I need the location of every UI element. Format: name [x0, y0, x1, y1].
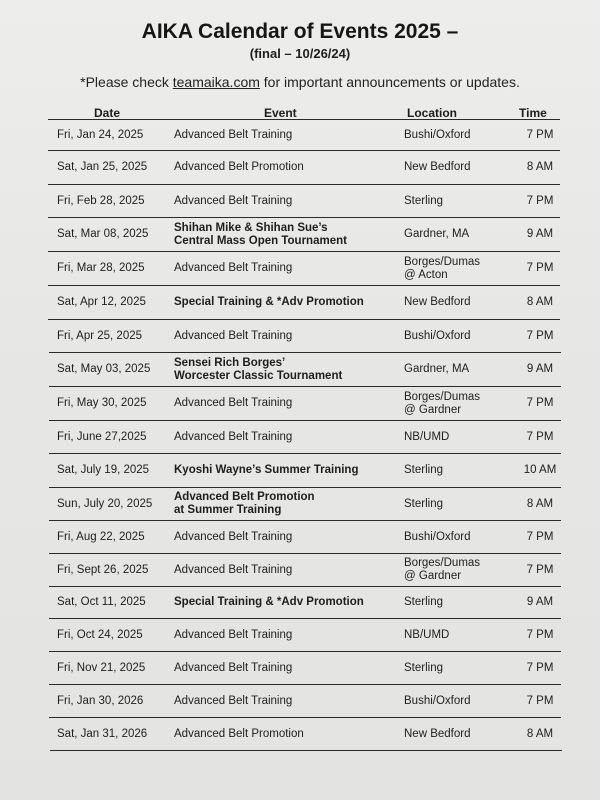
event-date: Sat, Jan 31, 2026 — [57, 727, 148, 740]
event-time: 7 PM — [526, 530, 554, 543]
event-date: Fri, Aug 22, 2025 — [57, 530, 145, 543]
event-location: Bushi/Oxford — [404, 530, 471, 543]
event-location: Sterling — [404, 661, 443, 674]
event-location: Borges/Dumas @ Gardner — [404, 557, 481, 582]
event-time: 7 PM — [526, 329, 554, 342]
table-row — [0, 286, 600, 319]
event-date: Fri, June 27,2025 — [57, 430, 147, 443]
event-time: 7 PM — [526, 128, 554, 141]
event-name: Sensei Rich Borges’ Worcester Classic Tournament — [174, 356, 343, 382]
event-time: 9 AM — [526, 228, 554, 240]
event-time: 7 PM — [526, 628, 554, 641]
event-time: 8 AM — [526, 727, 554, 740]
event-name: Advanced Belt Promotion — [174, 161, 304, 173]
event-name: Advanced Belt Training — [174, 194, 293, 207]
event-date: Fri, Mar 28, 2025 — [57, 262, 145, 274]
table-row — [0, 320, 600, 352]
header-time: Time — [519, 106, 547, 120]
event-name: Shihan Mike & Shihan Sue’s Central Mass Open Tournament — [174, 221, 347, 247]
table-row — [0, 685, 600, 717]
event-time: 10 AM — [523, 464, 557, 476]
event-date: Fri, Apr 25, 2025 — [57, 329, 143, 342]
page-title: AIKA Calendar of Events 2025 – — [141, 20, 459, 43]
event-name: Advanced Belt Training — [174, 430, 293, 443]
event-date: Fri, Feb 28, 2025 — [57, 194, 145, 207]
event-time: 9 AM — [526, 363, 554, 375]
table-row — [0, 521, 600, 553]
event-time: 7 PM — [526, 397, 554, 409]
event-date: Sat, Apr 12, 2025 — [57, 296, 146, 308]
event-time: 7 PM — [526, 694, 554, 707]
event-location: Bushi/Oxford — [404, 694, 471, 707]
event-name: Advanced Belt Training — [174, 262, 293, 274]
event-location: Sterling — [404, 497, 443, 510]
event-name: Advanced Belt Training — [174, 694, 293, 707]
table-row — [0, 252, 600, 285]
event-name: Special Training & *Adv Promotion — [174, 596, 364, 608]
event-name: Special Training & *Adv Promotion — [174, 296, 364, 308]
event-date: Fri, Nov 21, 2025 — [57, 661, 146, 674]
event-date: Sat, Mar 08, 2025 — [57, 228, 149, 240]
event-location: Sterling — [404, 596, 443, 608]
table-row — [0, 488, 600, 520]
event-date: Fri, May 30, 2025 — [57, 397, 147, 409]
event-time: 7 PM — [526, 430, 554, 443]
event-date: Fri, Jan 30, 2026 — [57, 694, 144, 707]
event-location: Gardner, MA — [404, 363, 470, 375]
event-location: Borges/Dumas @ Acton — [404, 255, 481, 281]
event-time: 8 AM — [526, 497, 554, 510]
event-location: New Bedford — [404, 296, 471, 308]
event-date: Sat, Jan 25, 2025 — [57, 161, 148, 173]
event-date: Sun, July 20, 2025 — [57, 497, 153, 510]
event-date: Fri, Sept 26, 2025 — [57, 563, 149, 576]
table-row — [0, 619, 600, 651]
header-date: Date — [94, 106, 121, 120]
event-time: 7 PM — [526, 661, 554, 674]
notice-suffix: for important announcements or updates. — [259, 74, 520, 90]
event-name: Advanced Belt Training — [174, 397, 293, 409]
page-subtitle: (final – 10/26/24) — [249, 46, 351, 61]
event-date: Sat, July 19, 2025 — [57, 464, 150, 476]
event-location: Borges/Dumas @ Gardner — [404, 390, 481, 416]
event-name: Advanced Belt Promotion — [174, 727, 304, 740]
event-time: 7 PM — [526, 563, 554, 576]
table-row — [0, 120, 600, 150]
table-row — [0, 353, 600, 386]
event-time: 8 AM — [526, 296, 554, 308]
event-name: Advanced Belt Training — [174, 628, 293, 641]
event-location: Sterling — [404, 464, 443, 476]
event-name: Advanced Belt Training — [174, 563, 293, 576]
event-location: Gardner, MA — [404, 228, 470, 240]
event-date: Fri, Jan 24, 2025 — [57, 128, 144, 141]
table-row — [0, 421, 600, 453]
event-time: 8 AM — [526, 161, 554, 173]
table-row — [0, 151, 600, 184]
table-row — [0, 718, 600, 750]
event-time: 9 AM — [526, 596, 554, 608]
table-row — [0, 454, 600, 487]
event-date: Sat, Oct 11, 2025 — [57, 596, 146, 608]
event-location: Bushi/Oxford — [404, 128, 471, 141]
event-date: Fri, Oct 24, 2025 — [57, 628, 143, 641]
event-name: Advanced Belt Training — [174, 530, 293, 543]
header-location: Location — [407, 106, 457, 120]
header-event: Event — [264, 106, 297, 120]
website-link[interactable]: teamaika.com — [172, 74, 260, 90]
event-name: Advanced Belt Training — [174, 329, 293, 342]
table-row — [0, 587, 600, 618]
table-row — [0, 218, 600, 251]
table-row — [0, 554, 600, 586]
table-row — [0, 387, 600, 420]
event-time: 7 PM — [526, 194, 554, 207]
event-location: Sterling — [404, 194, 443, 207]
table-row — [0, 185, 600, 217]
event-name: Advanced Belt Promotion at Summer Training — [174, 491, 315, 516]
event-location: Bushi/Oxford — [404, 329, 471, 342]
event-location: NB/UMD — [404, 628, 450, 641]
event-date: Sat, May 03, 2025 — [57, 363, 151, 375]
event-name: Advanced Belt Training — [174, 661, 293, 674]
row-divider — [50, 750, 562, 751]
event-name: Kyoshi Wayne’s Summer Training — [174, 464, 359, 476]
event-name: Advanced Belt Training — [174, 128, 293, 141]
event-location: NB/UMD — [404, 430, 450, 443]
notice-text — [0, 74, 600, 90]
notice-prefix: *Please check — [80, 74, 173, 90]
event-location: New Bedford — [404, 727, 471, 740]
event-location: New Bedford — [404, 161, 471, 173]
event-time: 7 PM — [526, 262, 554, 274]
table-row — [0, 652, 600, 684]
